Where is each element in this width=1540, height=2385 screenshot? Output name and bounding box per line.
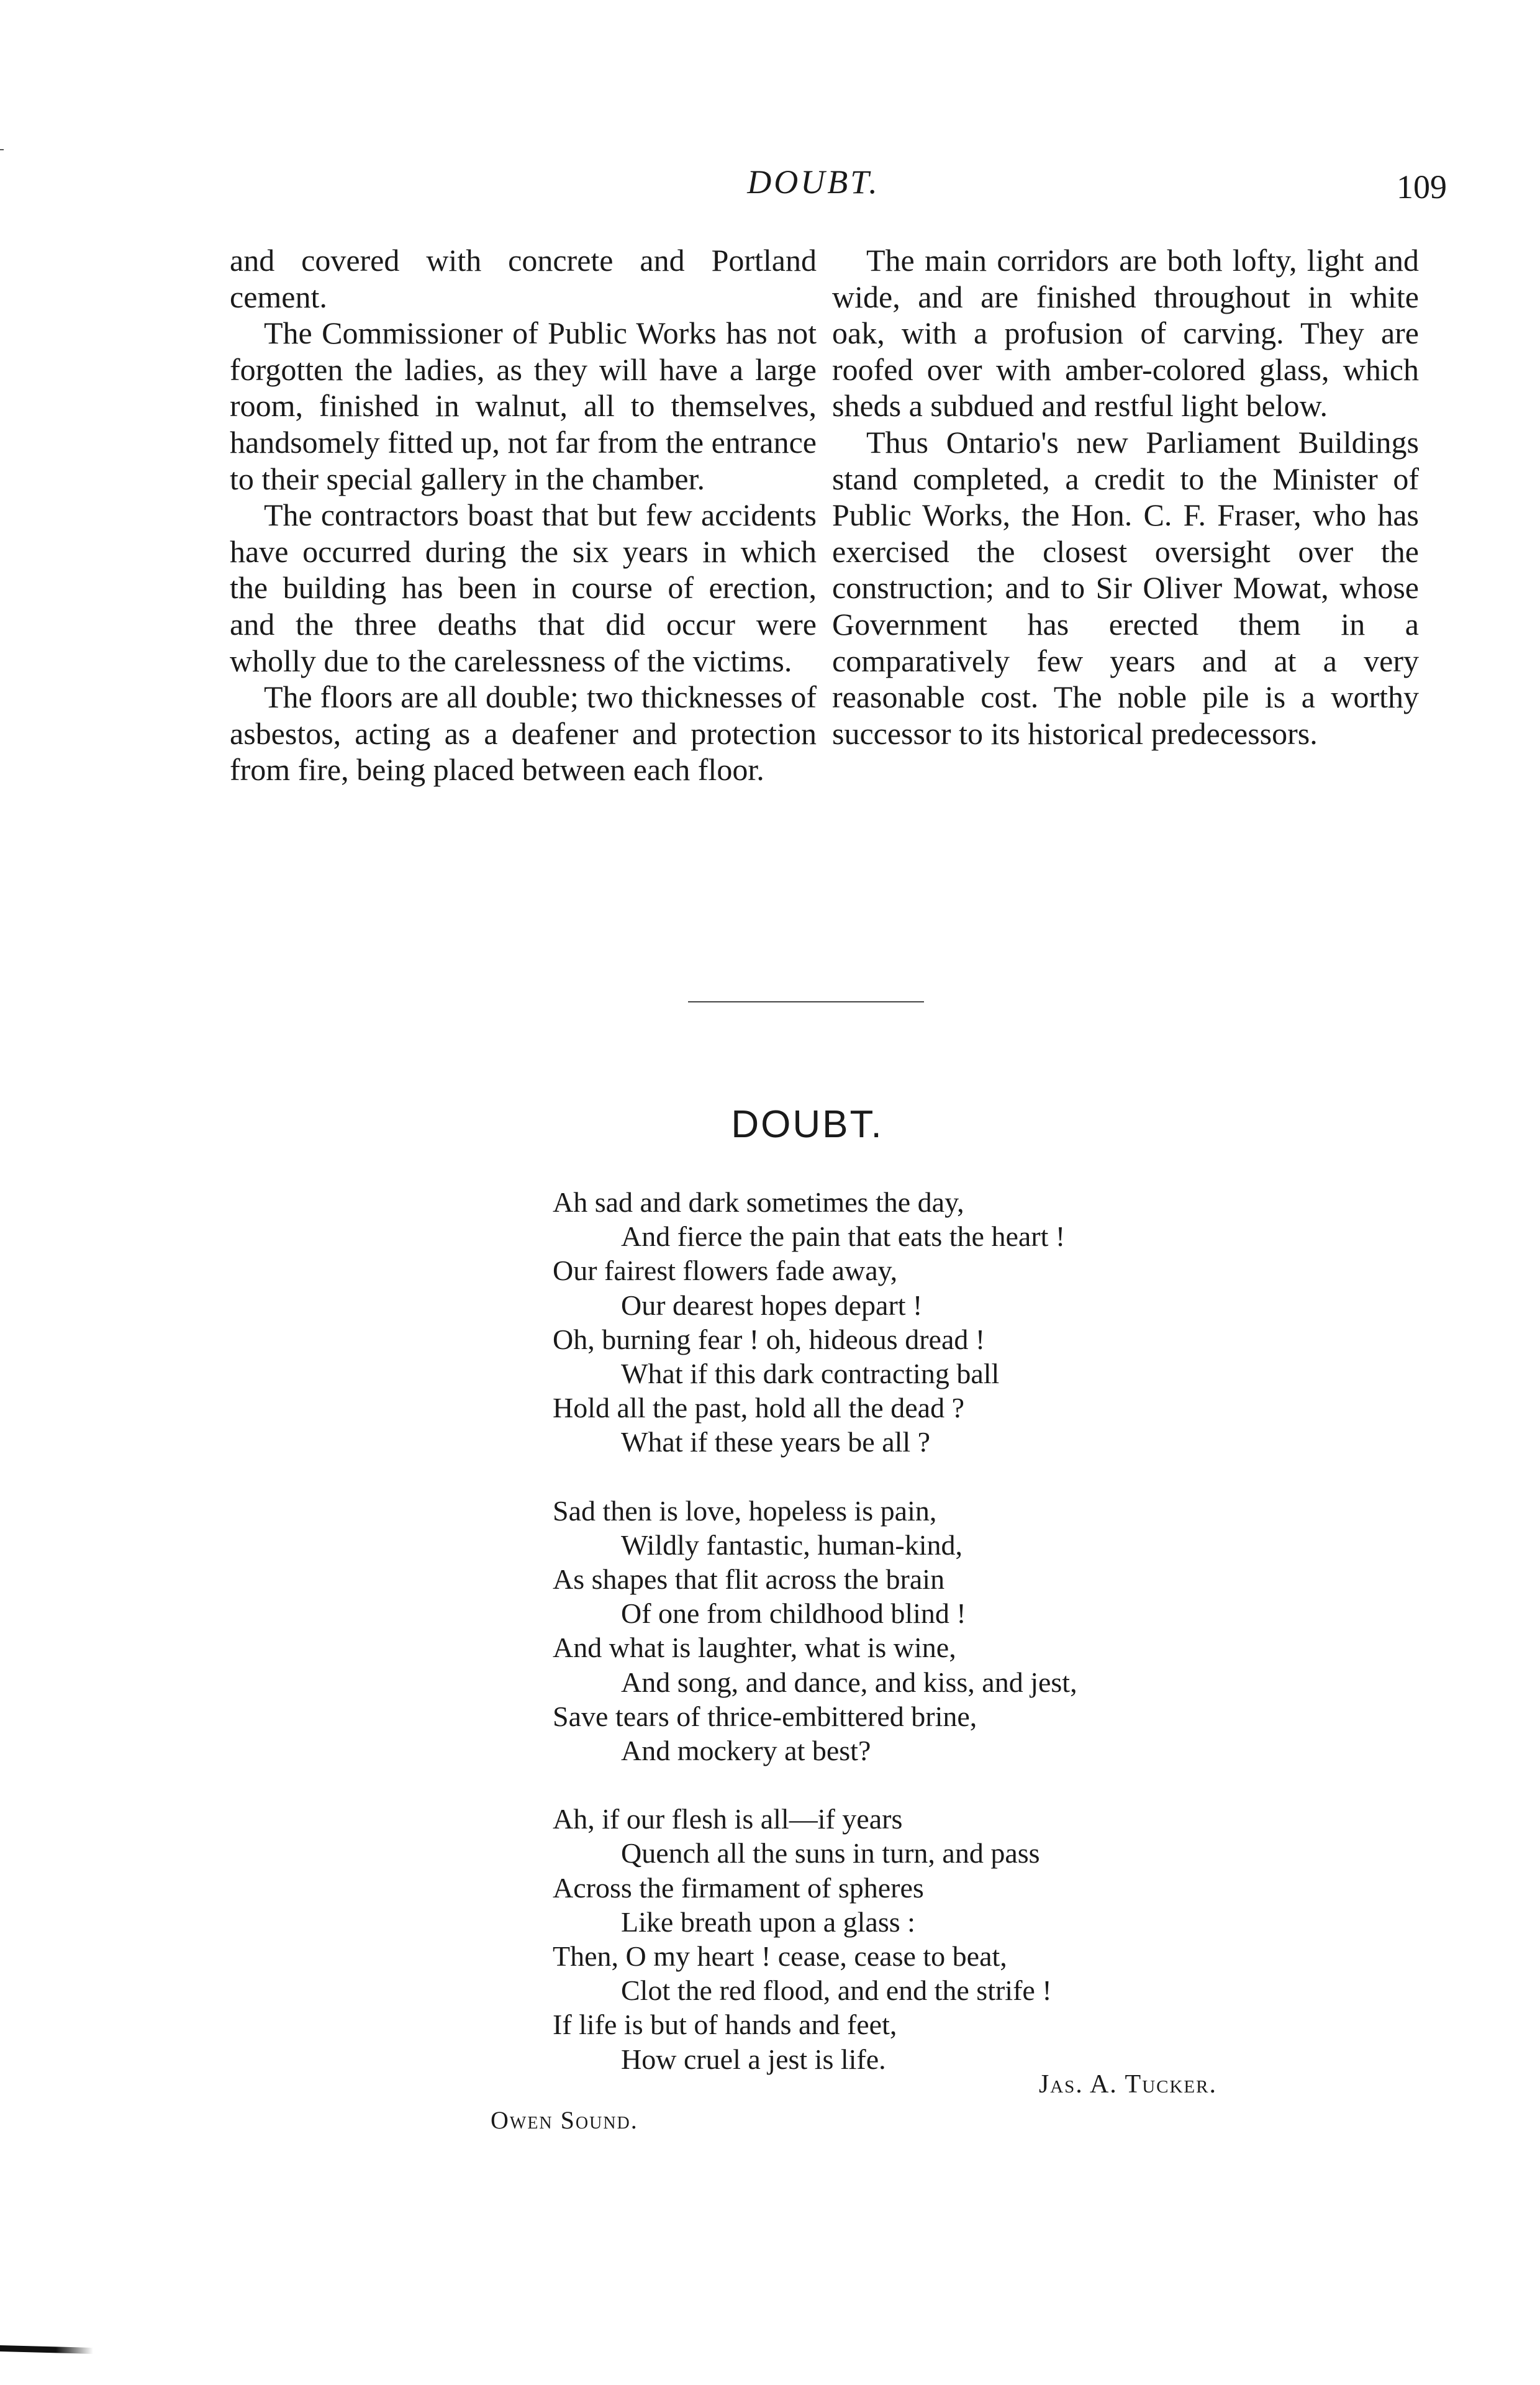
poem-line: Across the firmament of spheres bbox=[553, 1871, 924, 1904]
poem-line: Ah sad and dark sometimes the day, bbox=[553, 1186, 964, 1218]
poem-stanza bbox=[553, 1185, 1236, 1460]
paragraph: The floors are all double; two thicknesses of asbestos, acting as a deafener and protection from fire, being placed between each floor. bbox=[230, 679, 817, 788]
paragraph: Thus Ontario's new Parliament Buildings stand completed, a credit to the Minister of Public Works, the Hon. C. F. Fraser, who has exercised the closest oversight over the construction; and to Sir Oliver Mowat, whose Government has erected them in a comparatively few years and at a very reasonable cost. The noble pile is a worthy successor to its historical predecessors. bbox=[832, 424, 1419, 751]
poem-line: What if this dark contracting ball bbox=[621, 1358, 1000, 1390]
paragraph: The Commissioner of Public Works has not forgotten the ladies, as they will have a large room, finished in walnut, all to themselves, handsomely fitted up, not far from the entrance to their special gallery in the chamber. bbox=[230, 316, 817, 496]
poem-line: And fierce the pain that eats the heart ! bbox=[621, 1220, 1066, 1253]
poem-line: Save tears of thrice-embittered brine, bbox=[553, 1700, 977, 1732]
article-column-left bbox=[230, 242, 817, 788]
page-number: 109 bbox=[1397, 168, 1447, 206]
scan-edge-mark bbox=[0, 149, 4, 150]
poem-line: Our dearest hopes depart ! bbox=[621, 1289, 923, 1321]
poem-line: And what is laughter, what is wine, bbox=[553, 1632, 956, 1664]
poem-line: What if these years be all ? bbox=[621, 1426, 931, 1458]
poem-stanza bbox=[553, 1802, 1236, 2076]
poem-line: Like breath upon a glass : bbox=[621, 1906, 915, 1938]
section-divider bbox=[688, 1001, 924, 1002]
poem-author: Jas. A. Tucker. bbox=[1038, 2070, 1217, 2099]
poem-line: Of one from childhood blind ! bbox=[621, 1597, 966, 1630]
poem-line: Our fairest flowers fade away, bbox=[553, 1255, 898, 1287]
poem-line: And song, and dance, and kiss, and jest, bbox=[621, 1666, 1077, 1698]
poem-line: How cruel a jest is life. bbox=[621, 2043, 886, 2075]
poem-line: Oh, burning fear ! oh, hideous dread ! bbox=[553, 1323, 985, 1355]
poem-line: Ah, if our flesh is all—if years bbox=[553, 1803, 903, 1835]
poem-body bbox=[553, 1185, 1236, 2110]
running-head: DOUBT. bbox=[747, 163, 880, 201]
poem-line: Clot the red flood, and end the strife ! bbox=[621, 1974, 1052, 2007]
poem-line: Sad then is love, hopeless is pain, bbox=[553, 1494, 937, 1527]
scan-edge-mark bbox=[0, 2345, 93, 2354]
poem-line: Hold all the past, hold all the dead ? bbox=[553, 1392, 964, 1424]
paragraph: and covered with concrete and Portland cement. bbox=[230, 243, 817, 314]
poem-title: DOUBT. bbox=[731, 1103, 884, 1146]
poem-place: Owen Sound. bbox=[491, 2106, 638, 2134]
poem-line: As shapes that flit across the brain bbox=[553, 1563, 945, 1596]
poem-line: Quench all the suns in turn, and pass bbox=[621, 1837, 1040, 1869]
poem-line: If life is but of hands and feet, bbox=[553, 2009, 897, 2041]
poem-line: Wildly fantastic, human-kind, bbox=[621, 1529, 963, 1561]
poem-stanza bbox=[553, 1494, 1236, 1768]
paragraph: The contractors boast that but few accidents have occurred during the six years in which the building has been in course of erection, and the three deaths that did occur were wholly due to the carelessness of the victims. bbox=[230, 497, 817, 678]
article-column-right bbox=[832, 242, 1419, 752]
poem-line: Then, O my heart ! cease, cease to beat, bbox=[553, 1940, 1007, 1973]
paragraph: The main corridors are both lofty, light and wide, and are finished throughout in white oak, with a profusion of carving. They are roofed over with amber-colored glass, which sheds a subdued and restful light below. bbox=[832, 243, 1419, 424]
poem-line: And mockery at best? bbox=[621, 1735, 871, 1767]
